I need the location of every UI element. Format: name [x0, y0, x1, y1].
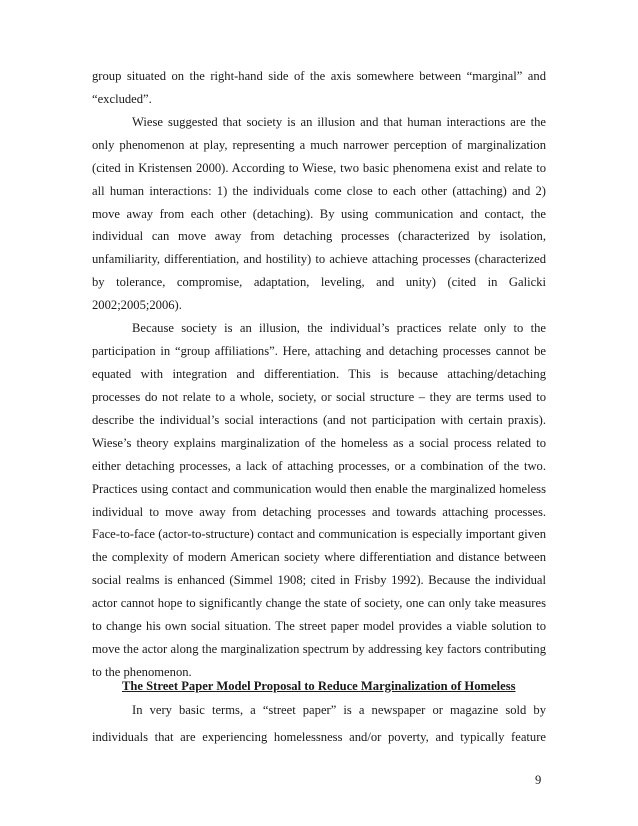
body-text-line: “excluded”.: [92, 91, 152, 106]
body-text-line: the complexity of modern American society where differentiation and distance between: [92, 550, 546, 565]
body-text-line: either detaching processes, a lack of attaching processes, or a combination of the two.: [92, 458, 546, 473]
body-text-line: unfamiliarity, differentiation, and hostility) to achieve attaching processes (characterized: [92, 252, 546, 267]
body-text-line: to the phenomenon.: [92, 665, 192, 679]
body-text-line: describe the individual’s social interactions (and not participation with certain praxis).: [92, 412, 546, 427]
body-text-line: move the actor along the marginalization spectrum by addressing key factors contributing: [92, 642, 546, 657]
body-text-line: by tolerance, compromise, adaptation, leveling, and unity) (cited in Galicki: [92, 275, 546, 290]
body-text-line: individuals that are experiencing homelessness and/or poverty, and typically feature: [92, 729, 546, 744]
body-text-line: 2002;2005;2006).: [92, 298, 182, 313]
body-text-line: individual to move away from detaching processes and towards attaching processes.: [92, 504, 546, 519]
page-number: 9: [535, 773, 542, 787]
section-heading: The Street Paper Model Proposal to Reduce Marginalization of Homeless: [122, 679, 516, 693]
body-text-line: Wiese suggested that society is an illusion and that human interactions are the: [132, 114, 546, 129]
body-text-line: (cited in Kristensen 2000). According to Wiese, two basic phenomena exist and relate to: [92, 160, 546, 175]
body-text-line: social realms is enhanced (Simmel 1908; cited in Frisby 1992). Because the individual: [92, 573, 546, 588]
body-text-line: processes do not relate to a whole, society, or social structure – they are terms used to: [92, 389, 546, 404]
body-text-line: move away from each other (detaching). By using communication and contact, the: [92, 206, 546, 221]
body-text-line: to change his own social situation. The street paper model provides a viable solution to: [92, 619, 546, 634]
body-text-line: participation in “group affiliations”. Here, attaching and detaching processes cannot be: [92, 344, 546, 359]
body-text-line: all human interactions: 1) the individuals come close to each other (attaching) and 2): [92, 183, 546, 198]
body-text-line: Because society is an illusion, the individual’s practices relate only to the: [132, 321, 546, 336]
body-text-line: Face-to-face (actor-to-structure) contact and communication is especially important given: [92, 527, 546, 542]
body-text-line: equated with integration and differentiation. This is because attaching/detaching: [92, 367, 546, 381]
body-text-line: only phenomenon at play, representing a much narrower perception of marginalization: [92, 137, 546, 152]
body-text-line: group situated on the right-hand side of the axis somewhere between “marginal” and: [92, 69, 546, 83]
body-text-line: In very basic terms, a “street paper” is a newspaper or magazine sold by: [132, 703, 546, 717]
body-text-line: actor cannot hope to significantly change the state of society, one can only take measures: [92, 596, 546, 611]
body-text-line: Practices using contact and communication would then enable the marginalized homeless: [92, 481, 546, 496]
body-text-line: Wiese’s theory explains marginalization of the homeless as a social process related to: [92, 435, 546, 450]
body-text-line: individual can move away from detaching processes (characterized by isolation,: [92, 229, 546, 244]
